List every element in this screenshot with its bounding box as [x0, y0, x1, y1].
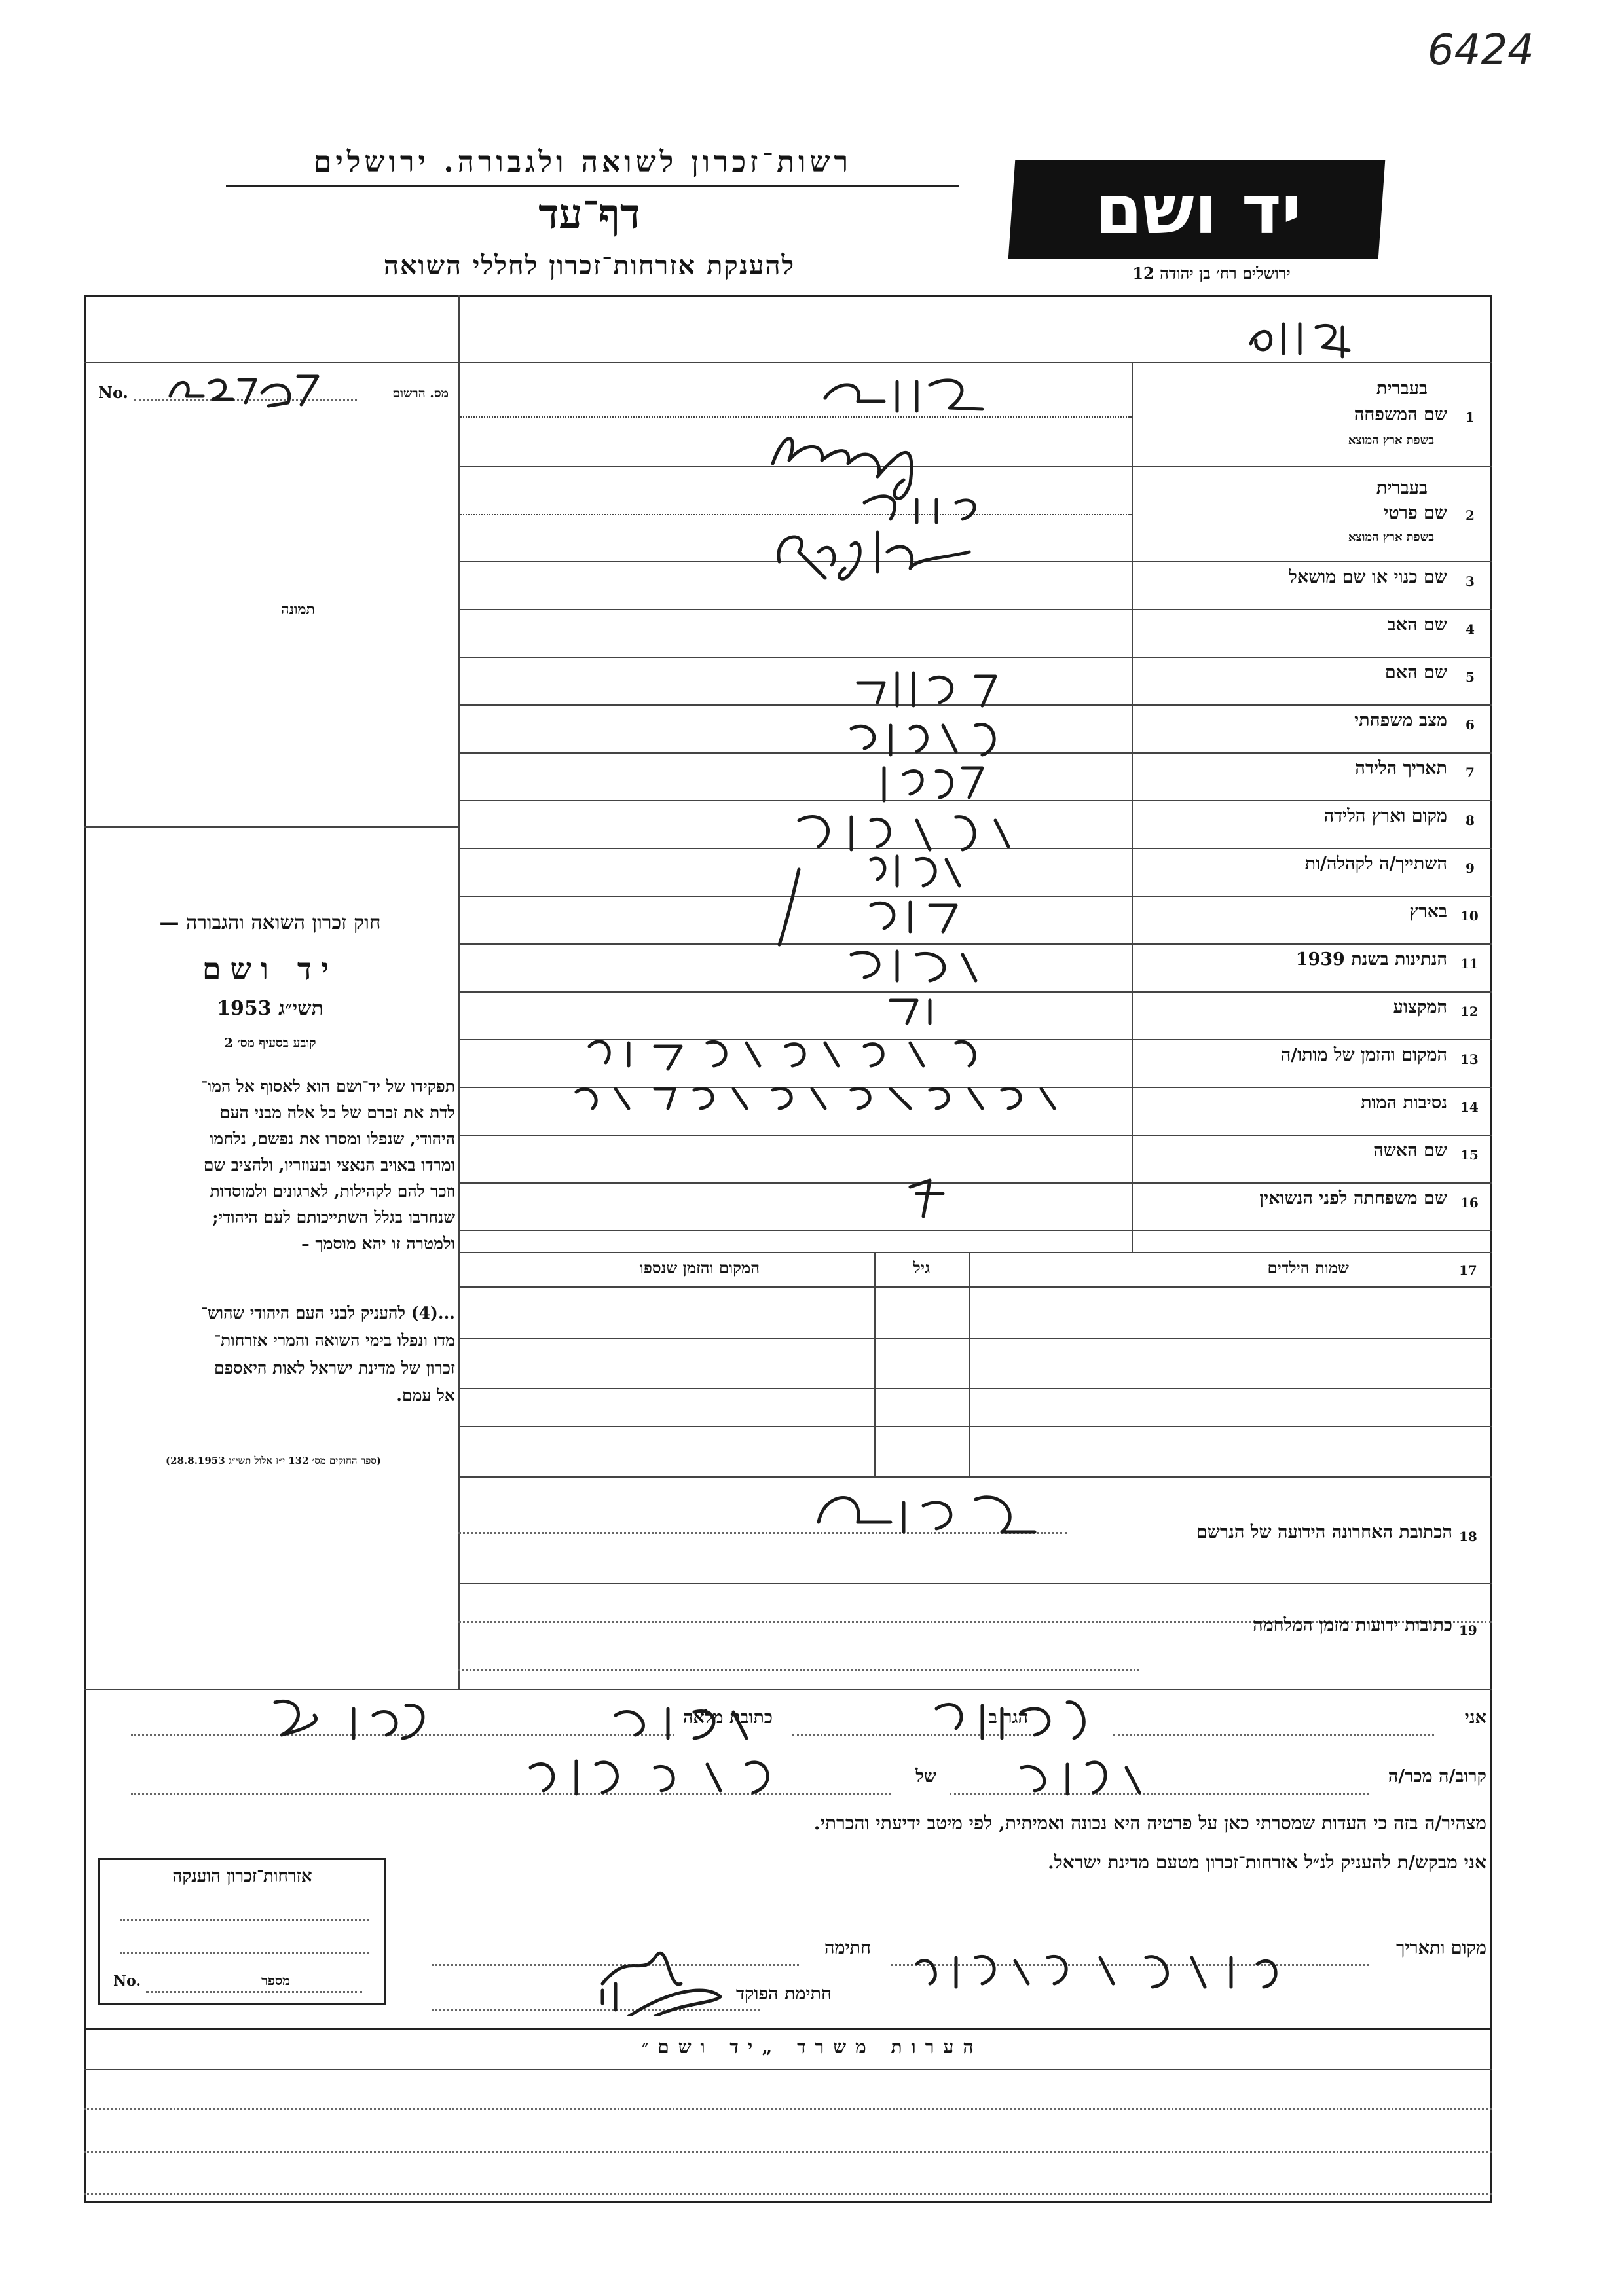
field-number: 4: [1466, 621, 1475, 637]
field-number: 14: [1460, 1099, 1479, 1115]
law-title: חוק זכרון השואה והגבורה —: [159, 911, 381, 934]
stamp-number-label: מספר: [261, 1973, 290, 1988]
children-col-age: גיל: [913, 1258, 930, 1277]
field-number: 17: [1459, 1262, 1477, 1278]
field-label: המקום והזמן של מותו/ה: [1280, 1045, 1447, 1065]
field-number: 13: [1460, 1051, 1479, 1067]
law-purpose-line: תפקידו של יד־ושם הוא לאסוף אל המו־: [201, 1077, 455, 1096]
logo-text: יד ושם: [1095, 170, 1302, 249]
law-name: יד ושם: [202, 951, 339, 987]
field-label: מקום וארץ הלידה: [1323, 806, 1447, 826]
field-number: 3: [1466, 574, 1475, 589]
photo-label: תמונה: [281, 601, 315, 618]
field-label: מצב משפחתי: [1354, 710, 1447, 731]
field-number: 19: [1459, 1622, 1477, 1638]
field-number: 10: [1460, 908, 1479, 924]
field-label: תאריך הלידה: [1355, 758, 1447, 778]
law-purpose-line: לדת את זכרם של כל אלה מבני העם: [219, 1103, 455, 1122]
registration-label: מס. הרשום: [392, 386, 449, 401]
field-number: 5: [1466, 669, 1475, 685]
field-label: נסיבות המות: [1361, 1093, 1447, 1113]
field-number: 11: [1460, 956, 1479, 972]
declaration-relative: קרוב/ה מכר/ה: [1388, 1766, 1486, 1787]
field-label: שם כנוי או שם מושאל: [1289, 567, 1447, 587]
field-number: 6: [1466, 717, 1475, 733]
declaration-place-date: מקום ותאריך: [1396, 1938, 1486, 1958]
field-number: 2: [1466, 507, 1475, 523]
stamp-title: אזרחות־זכרון הוענקה: [172, 1867, 312, 1886]
form-title: דף־עד: [538, 190, 640, 239]
stamp-no-label: No.: [113, 1973, 141, 1990]
law-purpose-line: היהודי, שנפלו ומסרו את נפשם, נלחמו: [209, 1129, 455, 1148]
field-sublabel-hebrew: בעברית: [1376, 378, 1428, 399]
field-number: 7: [1466, 765, 1475, 780]
declaration-request: אני מבקש/ת להעניק לנ״ל אזרחות־זכרון מטעם מדינת ישראל.: [1047, 1851, 1486, 1873]
field-number: 16: [1460, 1195, 1479, 1211]
children-col-names: שמות הילדים: [1267, 1258, 1349, 1277]
declaration-full-address: כתובת מלאה: [683, 1707, 773, 1728]
children-col-place: המקום והזמן שנספו: [639, 1258, 760, 1277]
law-clause: קובע בסעיף מס׳ 2: [224, 1036, 316, 1050]
declaration-signature: חתימה: [824, 1938, 871, 1958]
field-sublabel-origin: בשפת ארץ המוצא: [1348, 530, 1434, 544]
declaration-officer-signature: חתימת הפוקד: [736, 1984, 832, 2004]
field-label: שם משפחתה לפני הנשואין: [1259, 1188, 1447, 1209]
form-subtitle: להענקת אזרחות־זכרון לחללי השואה: [383, 250, 796, 281]
declaration-ani: אני: [1464, 1707, 1486, 1728]
registration-no-label: No.: [98, 383, 128, 402]
field-label: המקצוע: [1393, 997, 1447, 1017]
field-sublabel-hebrew: בעברית: [1376, 478, 1428, 498]
office-notes-title: הערות משרד „יד ושם״: [641, 2036, 983, 2058]
declaration-of: של: [915, 1766, 936, 1787]
field-label: שם האב: [1387, 615, 1447, 635]
field-sublabel-origin: בשפת ארץ המוצא: [1348, 433, 1434, 447]
field-number: 12: [1460, 1004, 1479, 1019]
field-label: כתובות ידועות מזמן המלחמה: [1253, 1615, 1452, 1635]
law-clause4-line: אל עמם.: [396, 1386, 455, 1405]
law-clause4-line: זכרון של מדינת ישראל לאות היאספם: [213, 1358, 455, 1377]
logo-address: ירושלים רח׳ בן יהודה 12: [1132, 264, 1291, 283]
field-label: שם המשפחה: [1354, 405, 1447, 425]
law-purpose-line: וזכר להם לקהילות, לארגונים ולמוסדות: [210, 1182, 455, 1201]
law-clause4-line: מדו ונפלו בימי השואה והמרי אזרחות־: [214, 1331, 455, 1350]
field-label: שם האשה: [1373, 1140, 1447, 1161]
archive-number: 6424: [1428, 26, 1534, 75]
field-number: 1: [1466, 409, 1475, 425]
field-label: שם האם: [1384, 663, 1447, 683]
field-label: שם פרטי: [1384, 503, 1447, 523]
law-clause4-line: ...(4) להעניק לבני העם היהודי שהוש־: [201, 1303, 455, 1322]
field-number: 18: [1459, 1529, 1477, 1544]
field-label: הכתובת האחרונה הידועה של הנרשם: [1196, 1522, 1452, 1542]
field-number: 8: [1466, 812, 1475, 828]
stamp-box: [98, 1858, 386, 2005]
authority-underline: [226, 185, 959, 187]
field-number: 15: [1460, 1147, 1479, 1163]
field-label: בארץ: [1409, 902, 1447, 922]
declaration-resident: הגר ב: [988, 1707, 1028, 1728]
law-year: תשי״ג 1953: [217, 997, 323, 1020]
field-label: השתייך/ה לקהלה/ות: [1304, 854, 1447, 874]
law-purpose-line: ולמטרה זו יהא מוסמך –: [301, 1234, 455, 1253]
authority-title: רשות־זכרון לשואה ולגבורה. ירושלים: [313, 145, 853, 179]
field-label: הנתינות בשנת 1939: [1295, 949, 1447, 970]
field-number: 9: [1466, 860, 1475, 876]
law-source: (ספר החוקים מס׳ 132 י״ז אלול תשי״ג 28.8.1953): [166, 1455, 381, 1467]
law-purpose-line: שנחרבו בגלל השתייכותם לעם היהודי;: [212, 1208, 455, 1227]
declaration-statement: מצהיר/ה בזה כי העדות שמסרתי כאן על פרטיה היא נכונה ואמיתית, לפי מיטב ידיעתי והכרתי.: [813, 1812, 1486, 1834]
law-purpose-line: ומרדו באויב הנאצי ובעוזריו, ולהציב שם: [203, 1156, 455, 1175]
